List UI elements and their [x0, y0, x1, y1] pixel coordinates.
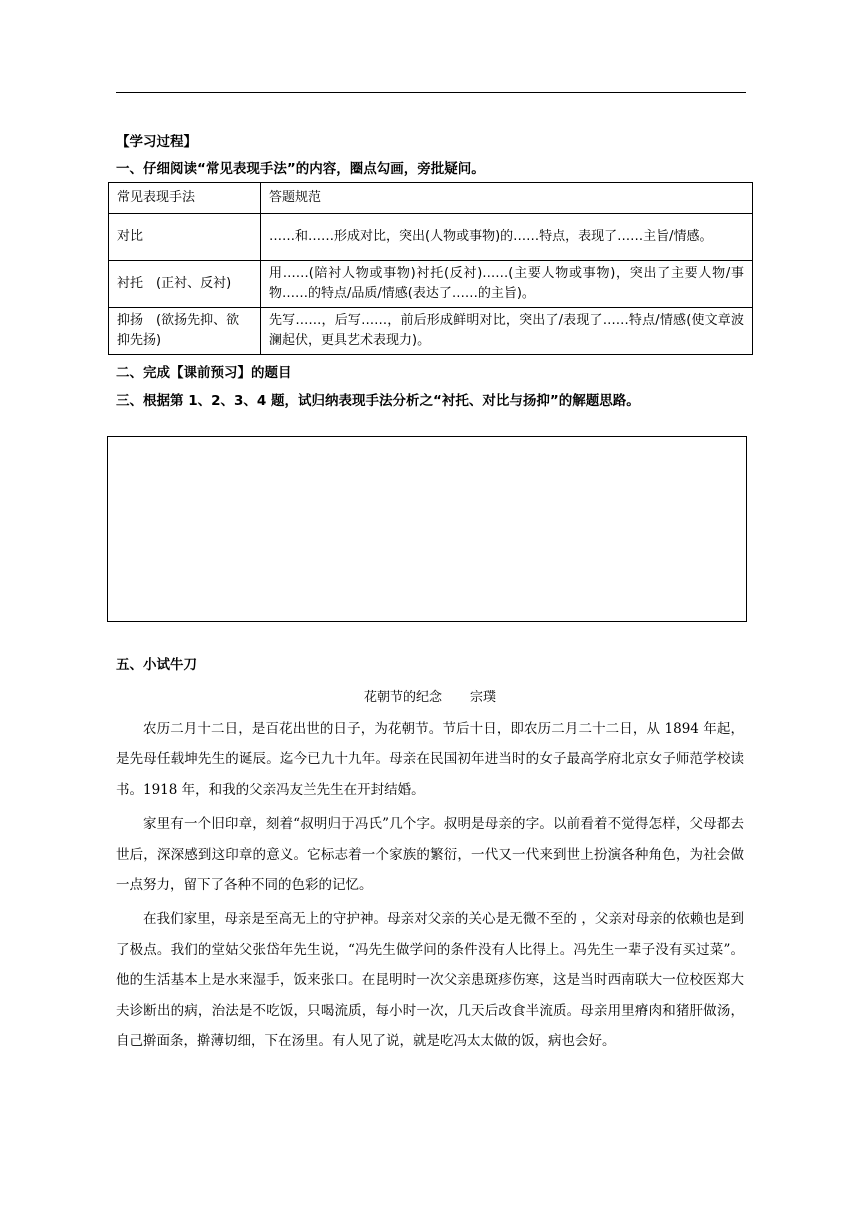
- table-row: [109, 214, 753, 261]
- header-rule: [116, 92, 746, 93]
- article-paragraph: 农历二月十二日，是百花出世的日子，为花朝节。节后十日，即农历二月二十二日，从 1894 年起，是先母任载坤先生的诞辰。迄今已九十九年。母亲在民国初年进当时的女子最高学府北京女子师范学校读书。1918 年，和我的父亲冯友兰先生在开封结婚。: [116, 721, 744, 798]
- article-author: 宗璞: [470, 690, 497, 705]
- section-3-heading: 三、根据第 1、2、3、4 题，试归纳表现手法分析之“衬托、对比与扬抑”的解题思路。: [116, 393, 640, 409]
- table-header-standard: 答题规范: [261, 183, 753, 214]
- standard-cell: ……和……形成对比，突出(人物或事物)的……特点，表现了……主旨/情感。: [261, 214, 753, 261]
- expression-methods-table: [108, 182, 753, 355]
- article-body: [116, 714, 744, 1060]
- standard-cell: 先写……，后写……，前后形成鲜明对比，突出了/表现了……特点/情感(使文章波澜起伏，更具艺术表现力)。: [261, 308, 753, 355]
- method-cell: 衬托 (正衬、反衬): [109, 261, 261, 308]
- article-title: 花朝节的纪念: [363, 690, 442, 705]
- table-header-method: 常见表现手法: [109, 183, 261, 214]
- section-2-heading: 二、完成【课前预习】的题目: [116, 365, 292, 381]
- table-row: [109, 261, 753, 308]
- table-row: [109, 308, 753, 355]
- article-title-line: [0, 686, 860, 705]
- article-paragraph: 家里有一个旧印章，刻着“叔明归于冯氏”几个字。叔明是母亲的字。以前看着不觉得怎样，父母都去世后，深深感到这印章的意义。它标志着一个家族的繁衍，一代又一代来到世上扮演各种角色，为社会做一点努力，留下了各种不同的色彩的记忆。: [116, 816, 744, 894]
- method-cell: 对比: [109, 214, 261, 261]
- heading-learning-process: 【学习过程】: [116, 134, 197, 150]
- article-paragraph: 在我们家里，母亲是至高无上的守护神。母亲对父亲的关心是无微不至的 ，父亲对母亲的依赖也是到了极点。我们的堂姑父张岱年先生说，“冯先生做学问的条件没有人比得上。冯先生一辈子没有买过菜”。他的生活基本上是水来湿手，饭来张口。在昆明时一次父亲患斑疹伤寒，这是当时西南联大一位校医郑大夫诊断出的病，治法是不吃饭，只喝流质，每小时一次，几天后改食半流质。母亲用里瘠肉和猪肝做汤，自己擀面条，擀薄切细，下在汤里。有人见了说，就是吃冯太太做的饭，病也会好。: [116, 911, 744, 1050]
- section-1-heading: 一、仔细阅读“常见表现手法”的内容，圈点勾画，旁批疑问。: [116, 161, 485, 177]
- table-header-row: [109, 183, 753, 214]
- section-5-heading: 五、小试牛刀: [116, 657, 197, 673]
- standard-cell: 用……(陪衬人物或事物)衬托(反衬)……(主要人物或事物)，突出了主要人物/事物……的特点/品质/情感(表达了……的主旨)。: [261, 261, 753, 308]
- answer-box[interactable]: [107, 436, 747, 622]
- method-cell: 抑扬 (欲扬先抑、欲抑先扬): [109, 308, 261, 355]
